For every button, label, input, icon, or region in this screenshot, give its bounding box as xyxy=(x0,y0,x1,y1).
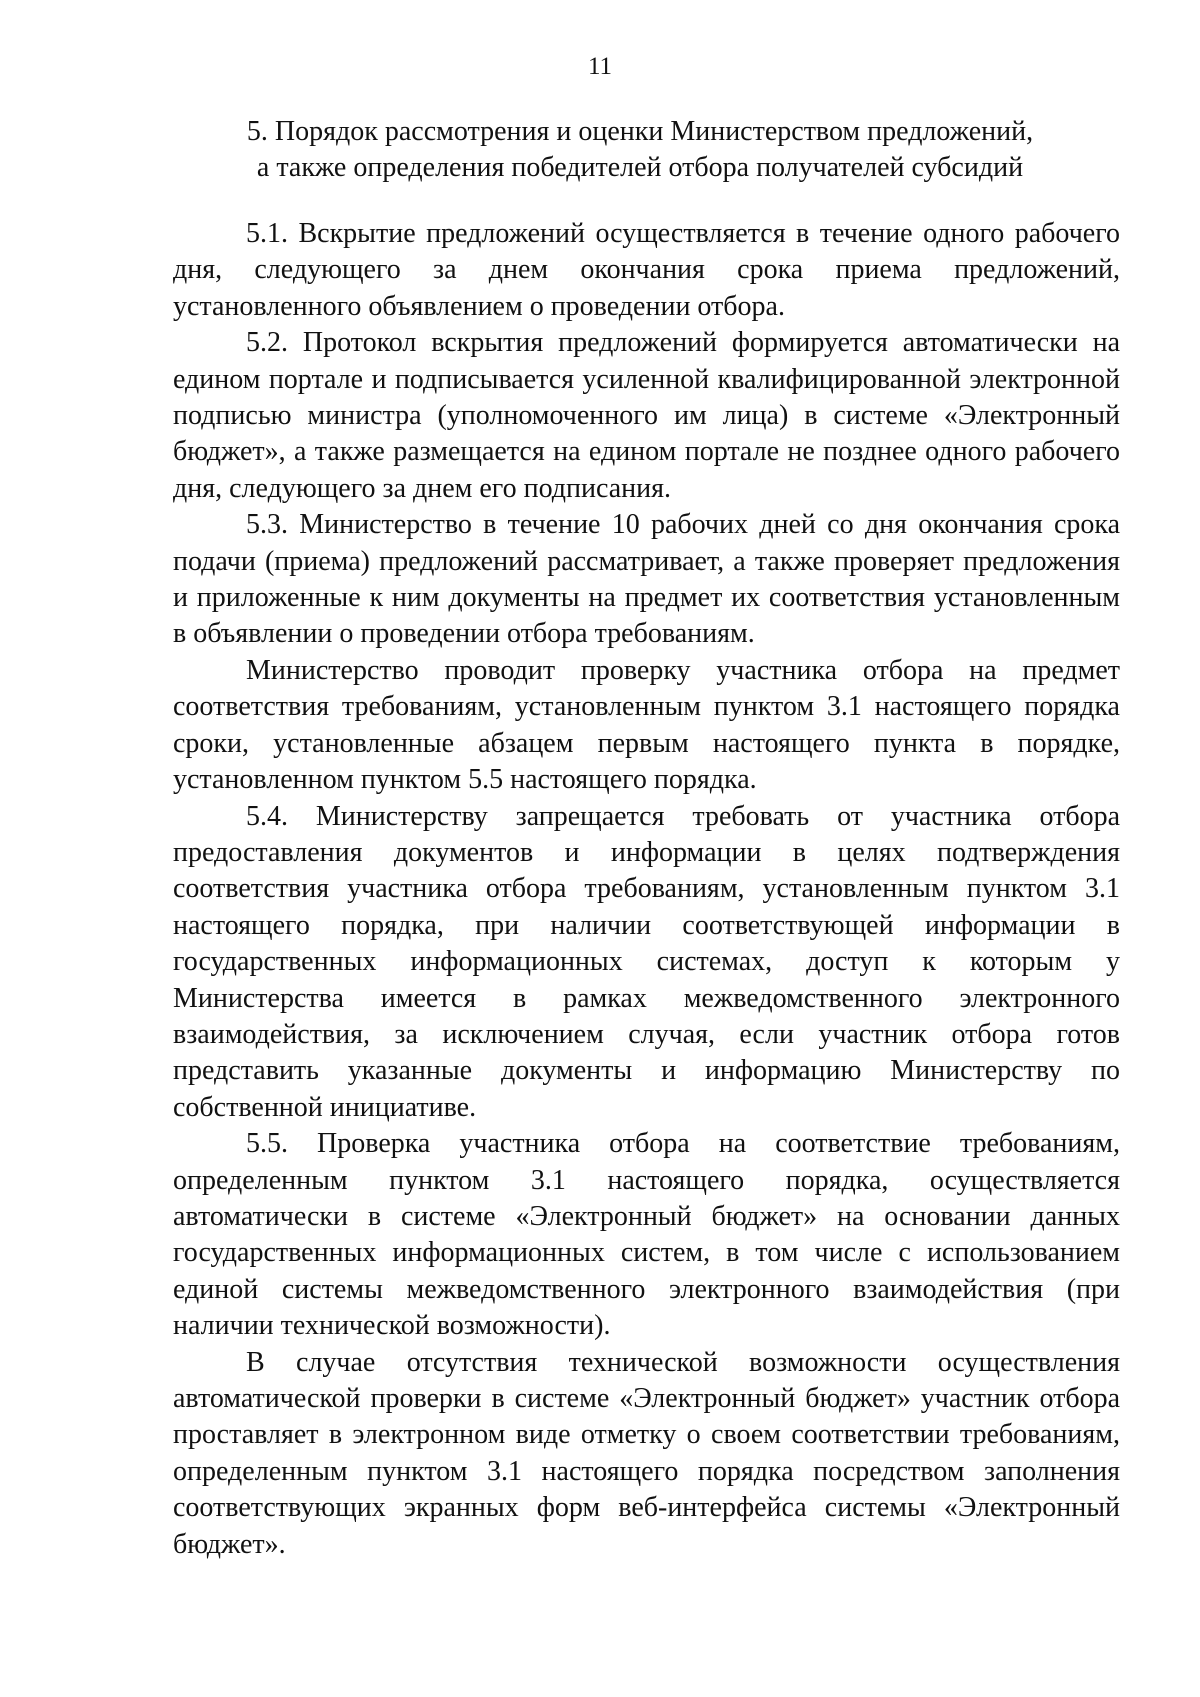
paragraph-5-1: 5.1. Вскрытие предложений осуществляется в течение одного рабочего дня, следующего за днем окончания срока приема предложений, установленного объявлением о проведении отбора. xyxy=(173,218,1120,322)
paragraph-5-5: 5.5. Проверка участника отбора на соответствие требованиям, определенным пунктом 3.1 настоящего порядка, осуществляется автоматически в системе «Электронный бюджет» на основании данных государственных информационных систем, в том числе с использованием единой системы межведомственного электронного взаимодействия (при наличии технической возможности). xyxy=(173,1128,1120,1342)
section-heading-line-1: 5. Порядок рассмотрения и оценки Министерством предложений, xyxy=(246,116,1034,147)
paragraph-5-3-continued: Министерство проводит проверку участника отбора на предмет соответствия требованиям, установленным пунктом 3.1 настоящего порядка сроки, установленные абзацем первым настоящего пункта в порядке, установленном пунктом 5.5 настоящего порядка. xyxy=(173,654,1120,796)
document-body xyxy=(173,216,1120,1563)
paragraph-5-5-continued: В случае отсутствия технической возможности осуществления автоматической проверки в системе «Электронный бюджет» участник отбора проставляет в электронном виде отметку о своем соответствии требованиям, определенным пунктом 3.1 настоящего порядка посредством заполнения соответствующих экранных форм веб-интерфейса системы «Электронный бюджет». xyxy=(173,1346,1120,1560)
section-heading-line-2: а также определения победителей отбора получателей субсидий xyxy=(256,152,1024,183)
paragraph-5-2: 5.2. Протокол вскрытия предложений формируется автоматически на едином портале и подписывается усиленной квалифицированной электронной подписью министра (уполномоченного им лица) в системе «Электронный бюджет», а также размещается на едином портале не позднее одного рабочего дня, следующего за днем его подписания. xyxy=(173,327,1120,504)
section-heading xyxy=(200,114,1080,186)
paragraph-5-3: 5.3. Министерство в течение 10 рабочих дней со дня окончания срока подачи (приема) предложений рассматривает, а также проверяет предложения и приложенные к ним документы на предмет их соответствия установленным в объявлении о проведении отбора требованиям. xyxy=(173,509,1120,650)
page-number: 11 xyxy=(587,53,613,80)
paragraph-5-4: 5.4. Министерству запрещается требовать от участника отбора предоставления документов и информации в целях подтверждения соответствия участника отбора требованиям, установленным пунктом 3.1 настоящего порядка, при наличии соответствующей информации в государственных информационных системах, доступ к которым у Министерства имеется в рамках межведомственного электронного взаимодействия, за исключением случая, если участник отбора готов представить указанные документы и информацию Министерству по собственной инициативе. xyxy=(173,800,1120,1123)
